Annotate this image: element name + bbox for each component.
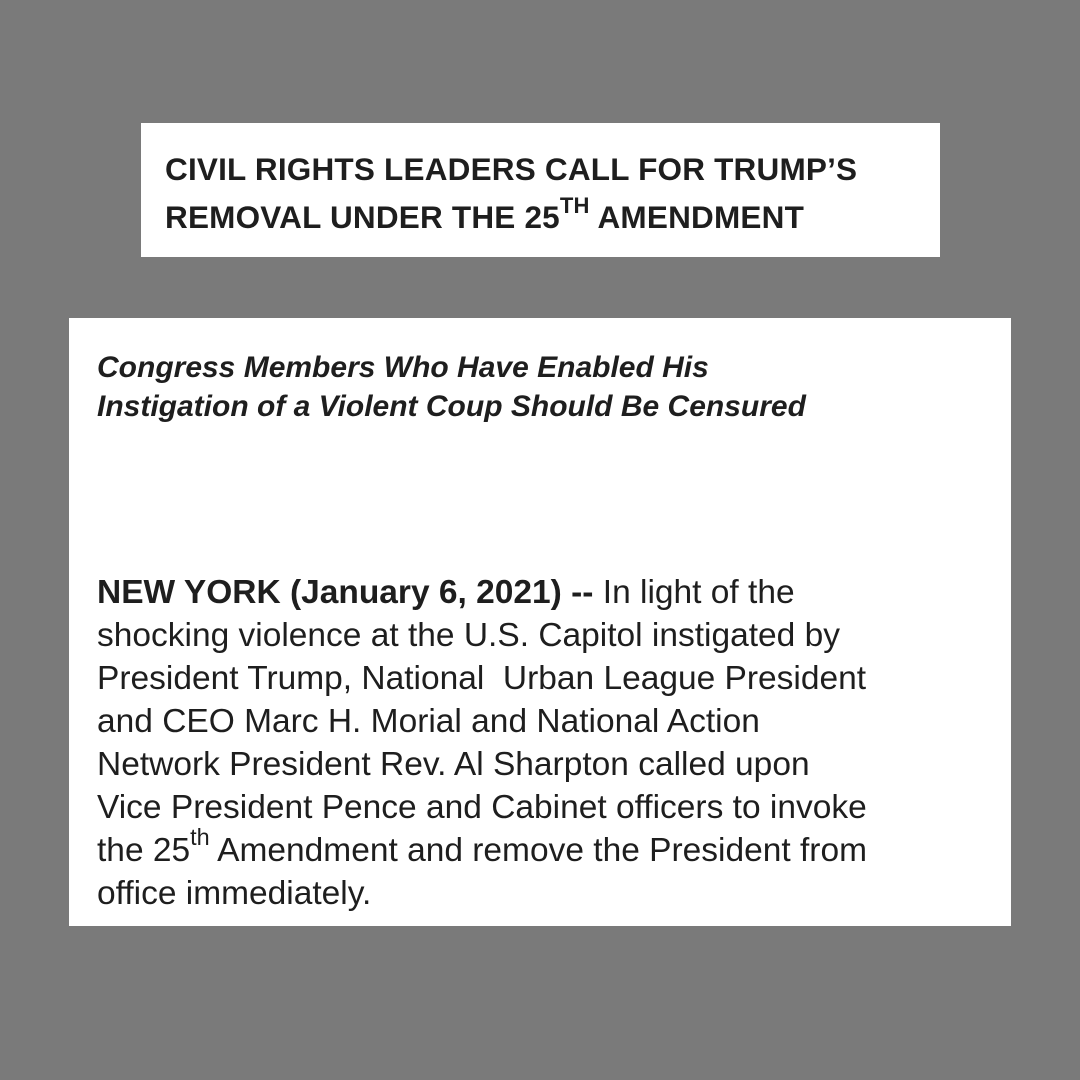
body-line-1 [97,571,983,614]
body-line-6: Vice President Pence and Cabinet officers to invoke [97,789,867,826]
headline [165,145,916,241]
subheadline [97,348,983,426]
body-line-3: President Trump, National Urban League President [97,660,867,697]
body-line-7 [97,824,983,872]
press-release-body-box [69,318,1011,926]
subheadline-line-2: Instigation of a Violent Coup Should Be Censured [97,390,806,423]
body-line-8: office immediately. [97,875,372,912]
headline-line-2-end: AMENDMENT [589,199,805,235]
headline-line-1: CIVIL RIGHTS LEADERS CALL FOR TRUMP’S [165,151,858,187]
headline-box [141,123,940,257]
body-superscript: th [190,824,210,851]
subheadline-line-1: Congress Members Who Have Enabled His [97,351,709,384]
body-paragraph [97,571,983,915]
body-line-7-end: Amendment and remove the President from [209,832,867,869]
body-line-5: Network President Rev. Al Sharpton called upon [97,746,810,783]
body-line-2: shocking violence at the U.S. Capitol instigated by [97,617,841,654]
headline-superscript: TH [559,193,590,219]
body-line-4: and CEO Marc H. Morial and National Action [97,703,760,740]
body-line-7-start: the 25 [97,832,191,869]
headline-line-2-start: REMOVAL UNDER THE 25 [165,199,560,235]
dateline: NEW YORK (January 6, 2021) -- [97,574,594,611]
body-line-1-rest: In light of the [593,574,795,611]
